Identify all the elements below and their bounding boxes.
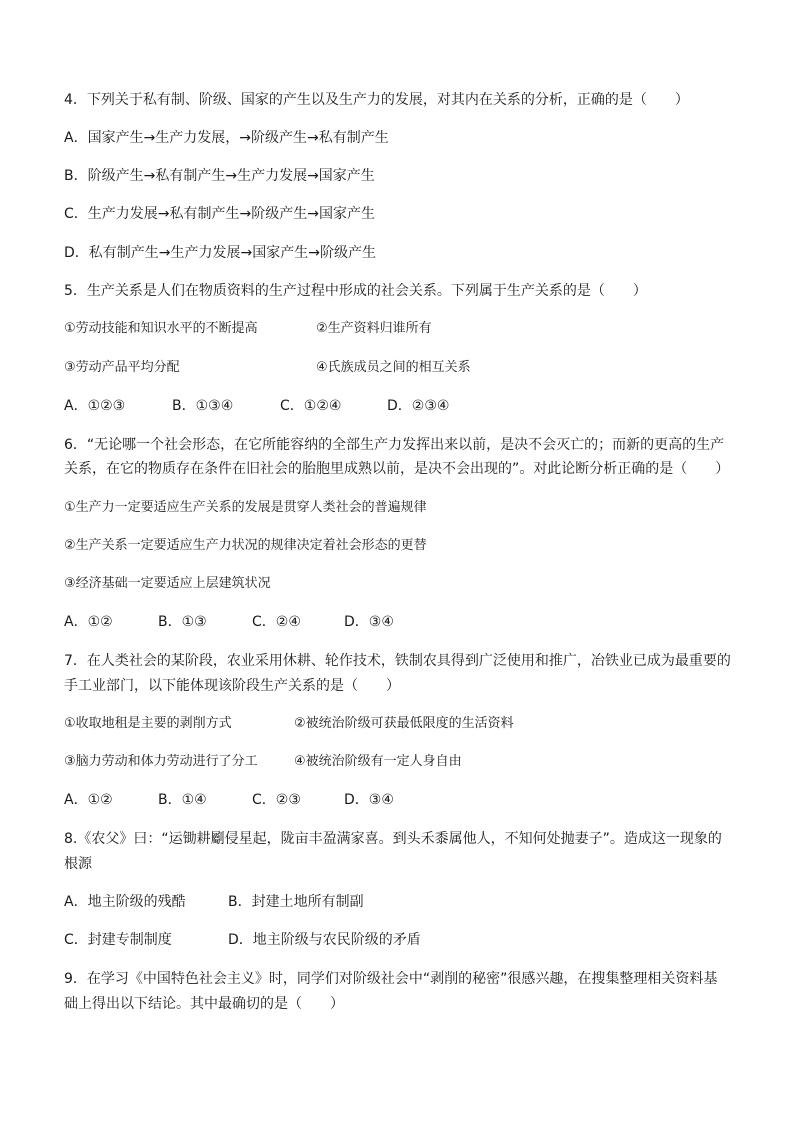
question-7-stem-line-2: 手工业部门，以下能体现该阶段生产关系的是（ ） [64, 678, 400, 694]
question-6-stem-line-2: 关系，在它的物质存在条件在旧社会的胎胞里成熟以前，是决不会出现的”。对此论断分析正确的是（ ） [64, 461, 730, 477]
question-5-stem: 5．生产关系是人们在物质资料的生产过程中形成的社会关系。下列属于生产关系的是（ ） [64, 283, 647, 299]
question-6-item-1: ①生产力一定要适应生产关系的发展是贯穿人类社会的普遍规律 [64, 500, 427, 515]
question-4-option-b: B．阶级产生→私有制产生→生产力发展→国家产生 [64, 168, 375, 184]
question-8-option-d: D．地主阶级与农民阶级的矛盾 [228, 932, 421, 948]
question-5-item-3: ③劳动产品平均分配 [64, 360, 180, 375]
question-5-option-c: C．①②④ [280, 398, 342, 414]
question-6-option-a: A．①② [64, 614, 113, 630]
question-7-option-a: A．①② [64, 792, 113, 808]
question-5-item-4: ④氏族成员之间的相互关系 [316, 360, 471, 375]
question-4-stem: 4．下列关于私有制、阶级、国家的产生以及生产力的发展，对其内在关系的分析，正确的是（ ） [64, 92, 689, 108]
question-8-stem-line-2: 根源 [64, 856, 92, 872]
question-7-item-1: ①收取地租是主要的剥削方式 [64, 716, 232, 731]
question-5-option-b: B．①③④ [172, 398, 234, 414]
question-7-item-2: ②被统治阶级可获最低限度的生活资料 [294, 716, 514, 731]
question-8-option-c: C．封建专制制度 [64, 932, 172, 948]
question-6-item-2: ②生产关系一定要适应生产力状况的规律决定着社会形态的更替 [64, 538, 427, 553]
question-4-option-c: C．生产力发展→私有制产生→阶级产生→国家产生 [64, 206, 375, 222]
question-5-item-1: ①劳动技能和知识水平的不断提高 [64, 321, 258, 336]
question-9-stem-line-2: 础上得出以下结论。其中最确切的是（ ） [64, 996, 344, 1012]
question-7-option-c: C．②③ [252, 792, 301, 808]
question-6-option-c: C．②④ [252, 614, 301, 630]
question-7-option-d: D．③④ [344, 792, 394, 808]
question-7-stem-line-1: 7．在人类社会的某阶段，农业采用休耕、轮作技术，铁制农具得到广泛使用和推广，冶铁业已成为最重要的 [64, 653, 731, 669]
question-4-option-a: A．国家产生→生产力发展，→阶级产生→私有制产生 [64, 130, 389, 146]
question-7-item-3: ③脑力劳动和体力劳动进行了分工 [64, 754, 258, 769]
question-8-option-b: B．封建土地所有制副 [228, 894, 364, 910]
question-6-option-d: D．③④ [344, 614, 394, 630]
question-7-option-b: B．①④ [158, 792, 207, 808]
question-5-item-2: ②生产资料归谁所有 [316, 321, 432, 336]
question-5-option-a: A．①②③ [64, 398, 126, 414]
question-6-option-b: B．①③ [158, 614, 207, 630]
question-4-option-d: D．私有制产生→生产力发展→国家产生→阶级产生 [64, 245, 376, 261]
question-6-item-3: ③经济基础一定要适应上层建筑状况 [64, 576, 271, 591]
question-8-stem-line-1: 8.《农父》曰：“运锄耕劚侵星起，陇亩丰盈满家喜。到头禾黍属他人，不知何处抛妻子”。造成这一现象的 [64, 831, 722, 847]
question-6-stem-line-1: 6．“无论哪一个社会形态，在它所能容纳的全部生产力发挥出来以前，是决不会灭亡的；而新的更高的生产 [64, 437, 725, 453]
question-8-option-a: A．地主阶级的残酷 [64, 894, 186, 910]
question-5-option-d: D．②③④ [387, 398, 450, 414]
question-9-stem-line-1: 9．在学习《中国特色社会主义》时，同学们对阶级社会中“剥削的秘密”很感兴趣，在搜集整理相关资料基 [64, 971, 718, 987]
question-7-item-4: ④被统治阶级有一定人身自由 [294, 754, 462, 769]
